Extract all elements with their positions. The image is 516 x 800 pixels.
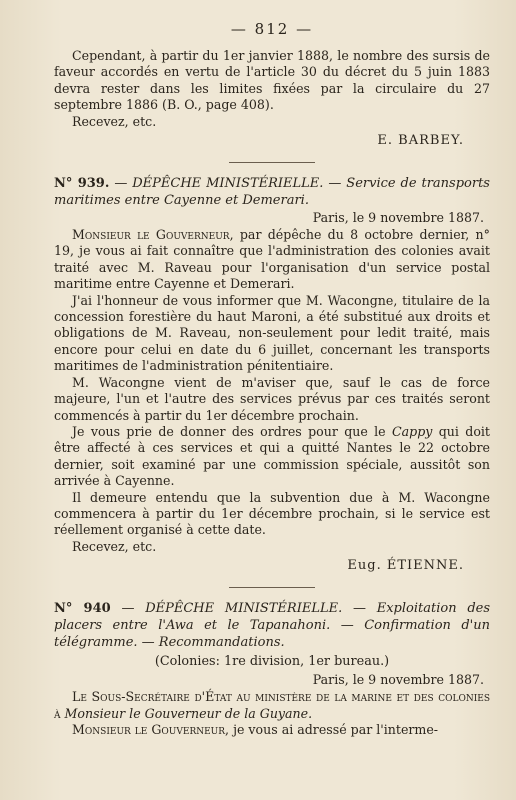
dispatch-939-p1 xyxy=(54,227,490,293)
dispatch-939-p1-text: par dépêche du 8 octobre dernier, n° 19, je vous ai fait connaître que l'administration des colonies avait traité avec M. Raveau pour l'organisation d'un service postal maritime entre Cayenne et Demerari. xyxy=(54,227,490,292)
dispatch-939-subject: — Service de transports maritimes entre Cayenne et Demerari. xyxy=(54,176,490,209)
ship-name: Cappy xyxy=(391,423,433,439)
dispatch-939-salutation: Monsieur le Gouverneur, xyxy=(72,227,234,243)
dispatch-939-p4 xyxy=(54,424,490,490)
dispatch-939-signature: Eug. ÉTIENNE. xyxy=(347,558,464,574)
dispatch-939-p2: J'ai l'honneur de vous informer que M. Wacongne, titulaire de la concession forestière du haut Maroni, a été substitué aux droits et obligations de M. Raveau, non-seulement pour ledit traité, mais encore pour celui en date du 6 juillet, concernant les transports maritimes de l'administration pénitentiaire. xyxy=(54,292,490,374)
intro-signature: E. BARBEY. xyxy=(377,133,464,149)
dispatch-940-heading xyxy=(54,600,490,651)
dispatch-939-heading xyxy=(54,175,490,209)
dispatch-939-p4-end: qui doit être affecté à ces services et qui a quitté Nantes le 22 octobre dernier, soit examiné par une commission spéciale, aussitôt son arrivée à Cayenne. xyxy=(54,423,490,489)
page-number: — 812 — xyxy=(230,20,314,38)
dispatch-940-dash: — xyxy=(121,601,135,617)
dispatch-939-number: N° 939. xyxy=(54,176,110,192)
dispatch-939-p5: Il demeure entendu que la subvention due à M. Wacongne commencera à partir du 1er décembre prochain, si le service est réellement organisé à cette date. xyxy=(54,489,490,538)
dispatch-939-closing: Recevez, etc. xyxy=(72,538,157,554)
dispatch-940-type: DÉPÊCHE MINISTÉRIELLE. xyxy=(145,601,343,617)
dispatch-939-dash: — xyxy=(114,176,128,192)
dispatch-940-recipient: Monsieur le Gouverneur de la Guyane. xyxy=(64,705,313,721)
separator-2 xyxy=(229,587,315,588)
intro-closing: Recevez, etc. xyxy=(72,113,157,129)
separator-1 xyxy=(229,162,315,163)
dispatch-940-from xyxy=(54,689,490,722)
intro-section xyxy=(54,48,490,150)
dispatch-939-type: DÉPÊCHE MINISTÉRIELLE. xyxy=(132,176,324,192)
dispatch-940-division: (Colonies: 1re division, 1er bureau.) xyxy=(154,654,390,670)
dispatch-940-sender: Le Sous-Secrétaire d'État au ministère de la marine et des colonies à xyxy=(54,689,490,721)
intro-paragraph: Cependant, à partir du 1er janvier 1888, le nombre des sursis de faveur accordés en vertu de l'article 30 du décret du 5 juin 1883 devra rester dans les limites fixées par la circulaire du 27 septembre 1886 (B. O., page 408). xyxy=(54,48,490,113)
dispatch-939-date: Paris, le 9 novembre 1887. xyxy=(312,210,484,226)
dispatch-940-p1-text: je vous ai adressé par l'interme- xyxy=(233,721,439,737)
dispatch-940-p1 xyxy=(54,722,490,738)
dispatch-939 xyxy=(54,175,490,575)
dispatch-940-number: N° 940 xyxy=(54,601,111,617)
dispatch-940-date: Paris, le 9 novembre 1887. xyxy=(312,672,484,688)
dispatch-939-p3: M. Wacongne vient de m'aviser que, sauf le cas de force majeure, l'un et l'autre des services prévus par ces traités seront commencés à partir du 1er décembre prochain. xyxy=(54,374,490,423)
dispatch-940-salutation: Monsieur le Gouverneur, xyxy=(72,721,230,737)
dispatch-940 xyxy=(54,600,490,738)
dispatch-940-subject: — Exploitation des placers entre l'Awa et le Tapanahoni. — Confirmation d'un télégramme. — Recommandations. xyxy=(54,601,491,651)
dispatch-939-p4-start: Je vous prie de donner des ordres pour que le xyxy=(72,423,386,439)
